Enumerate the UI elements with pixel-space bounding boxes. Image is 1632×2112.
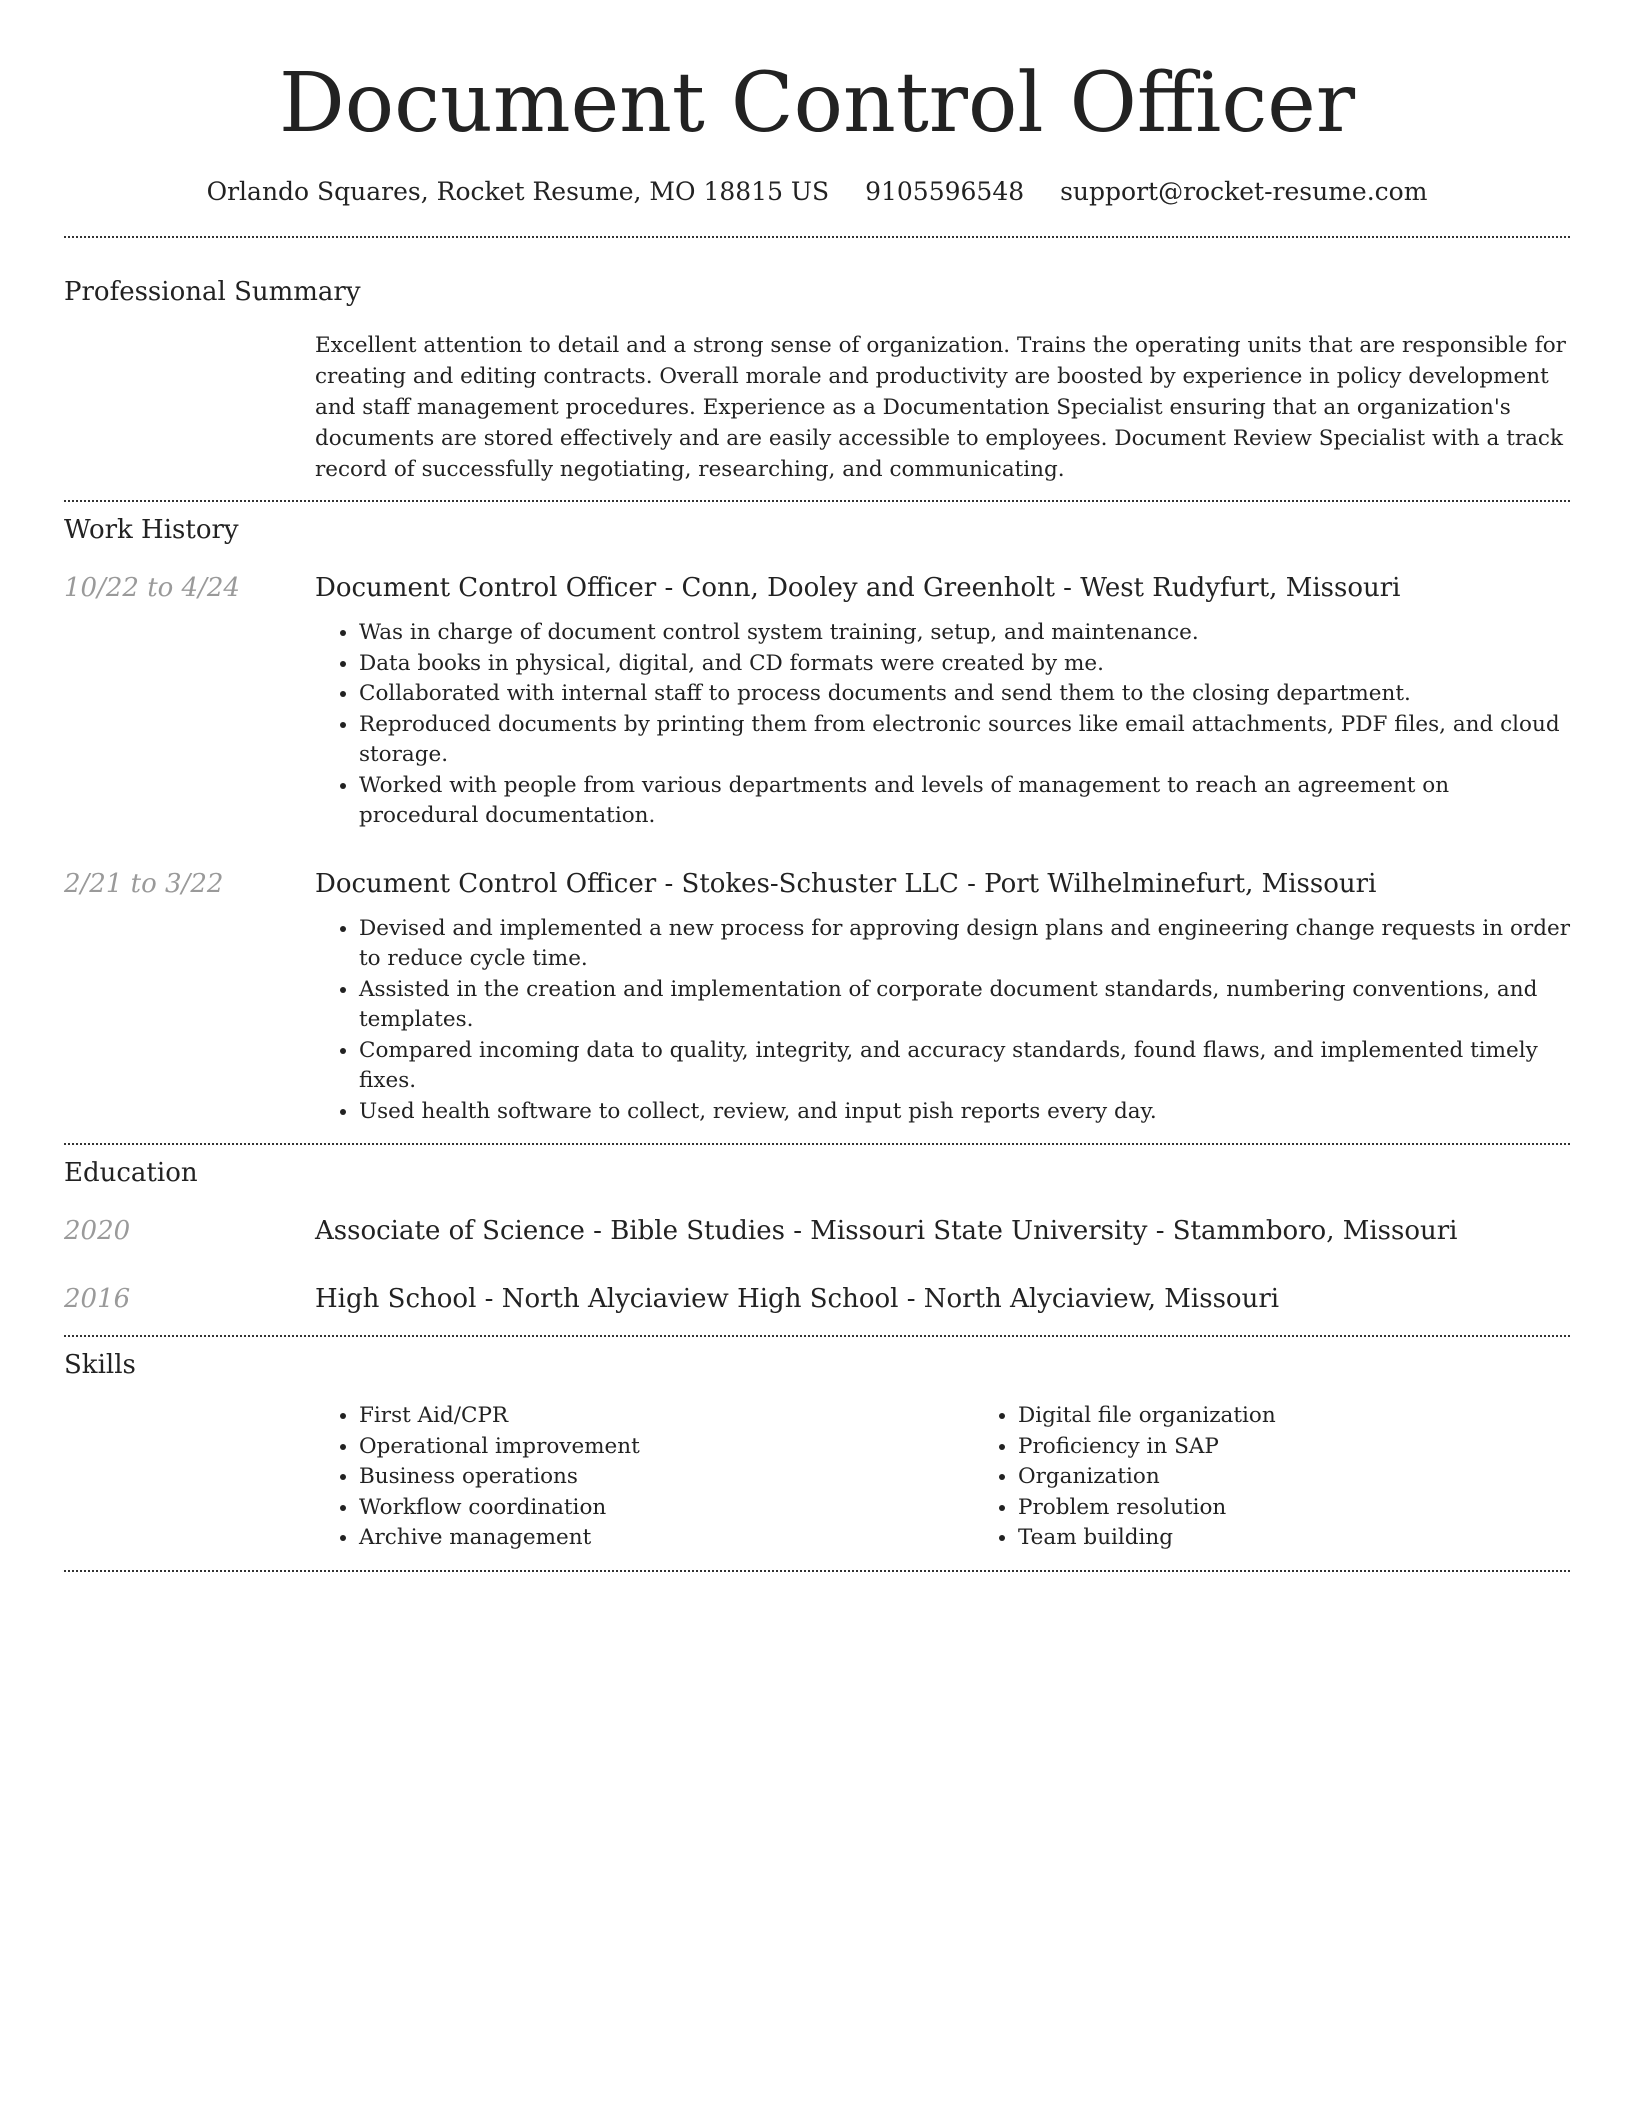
list-item: • Worked with people from various departments and levels of management to reach an agreement on procedural documentation.	[359, 771, 1570, 832]
summary-text: Excellent attention to detail and a strong sense of organization. Trains the operating units that are responsible for creating and editing contracts. Overall morale and productivity are boosted by experience in policy development and staff management procedures. Experience as a Documentation Specialist ensuring that an organization's documents are stored effectively and are easily accessible to employees. Document Review Specialist with a track record of successfully negotiating, researching, and communicating.	[315, 333, 1566, 482]
list-item: • Devised and implemented a new process for approving design plans and engineering change requests in order to reduce cycle time.	[359, 914, 1570, 975]
contact-address: Orlando Squares, Rocket Resume, MO 18815 US	[206, 177, 830, 206]
list-item: • Used health software to collect, review, and input pish reports every day.	[359, 1097, 1570, 1128]
divider	[64, 1570, 1570, 1572]
skills-list-left	[315, 1401, 974, 1554]
education-heading	[315, 1213, 1570, 1249]
job-bullets	[315, 914, 1570, 1128]
job-details: - Conn, Dooley and Greenholt - West Rudyfurt, Missouri	[656, 573, 1401, 603]
skills-section	[64, 1337, 1570, 1554]
contact-line	[64, 174, 1570, 210]
list-item: • Was in charge of document control system training, setup, and maintenance.	[359, 618, 1570, 649]
contact-phone: 9105596548	[865, 177, 1025, 206]
work-history-section	[64, 502, 1570, 1127]
list-item: • Business operations	[359, 1462, 974, 1493]
section-title-skills: Skills	[64, 1350, 136, 1380]
job-entry	[64, 570, 1570, 832]
list-item: • Proficiency in SAP	[1018, 1432, 1632, 1463]
section-title-education: Education	[64, 1158, 198, 1188]
section-title-work: Work History	[64, 515, 239, 545]
list-item: • Compared incoming data to quality, integrity, and accuracy standards, found flaws, and implemented timely fixes.	[359, 1036, 1570, 1097]
list-item: • Collaborated with internal staff to process documents and send them to the closing department.	[359, 679, 1570, 710]
list-item: • Organization	[1018, 1462, 1632, 1493]
education-details: - North Alyciaview High School - North Alyciaview, Missouri	[476, 1284, 1280, 1314]
education-degree: Associate of Science - Bible Studies	[315, 1216, 785, 1246]
list-item: • First Aid/CPR	[359, 1401, 974, 1432]
list-item: • Workflow coordination	[359, 1493, 974, 1524]
candidate-name: Document Control Officer	[278, 56, 1356, 151]
education-degree: High School	[315, 1284, 477, 1314]
job-heading	[315, 866, 1570, 902]
list-item: • Assisted in the creation and implementation of corporate document standards, numbering conventions, and templates.	[359, 975, 1570, 1036]
education-details: - Missouri State University - Stammboro, Missouri	[784, 1216, 1458, 1246]
job-dates: 2/21 to 3/22	[64, 868, 224, 899]
job-details: - Stokes-Schuster LLC - Port Wilhelminefurt, Missouri	[656, 868, 1377, 899]
job-bullets	[315, 618, 1570, 832]
education-section	[64, 1145, 1570, 1317]
list-item: • Data books in physical, digital, and CD formats were created by me.	[359, 649, 1570, 680]
job-role: Document Control Officer	[315, 868, 657, 899]
list-item: • Operational improvement	[359, 1432, 974, 1463]
summary-section	[64, 238, 1570, 485]
job-dates: 10/22 to 4/24	[64, 573, 240, 603]
job-entry	[64, 866, 1570, 1128]
education-year: 2020	[64, 1216, 131, 1246]
list-item: • Reproduced documents by printing them from electronic sources like email attachments, PDF files, and cloud storage.	[359, 710, 1570, 771]
list-item: • Archive management	[359, 1523, 974, 1554]
section-title-summary: Professional Summary	[64, 277, 361, 307]
contact-email: support@rocket-resume.com	[1060, 177, 1428, 206]
education-heading	[315, 1281, 1570, 1317]
job-heading	[315, 570, 1570, 606]
resume-page	[64, 0, 1570, 1572]
list-item: • Digital file organization	[1018, 1401, 1632, 1432]
list-item: • Problem resolution	[1018, 1493, 1632, 1524]
list-item: • Team building	[1018, 1523, 1632, 1554]
education-entry	[64, 1281, 1570, 1317]
education-entry	[64, 1213, 1570, 1249]
skills-list-right	[974, 1401, 1632, 1554]
job-role: Document Control Officer	[315, 573, 657, 603]
education-year: 2016	[64, 1284, 131, 1314]
